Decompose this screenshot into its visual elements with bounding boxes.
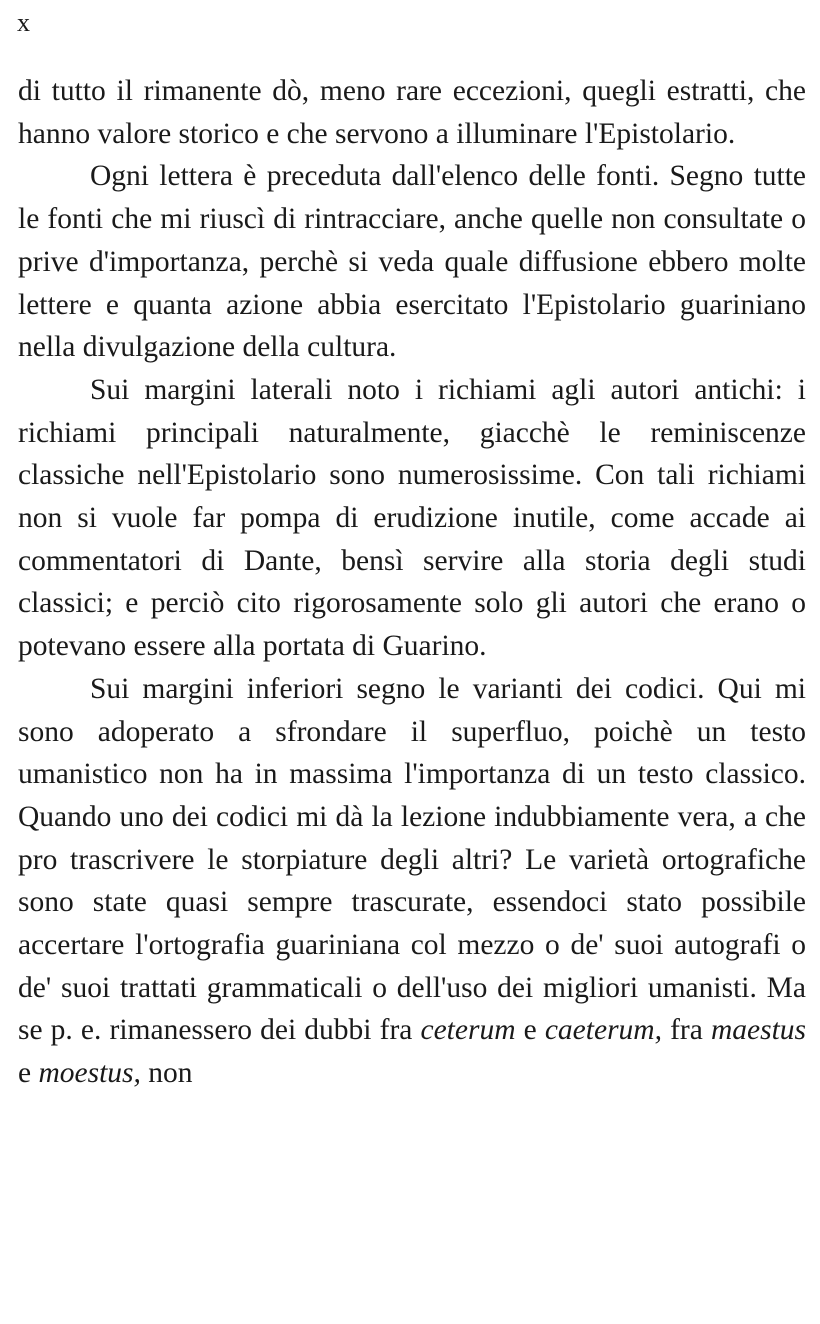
paragraph-2: Ogni lettera è preceduta dall'elenco delle fonti. Segno tutte le fonti che mi riuscì di rintracciare, anche quelle non consultate o prive d'importanza, perchè si veda quale diffusione ebbero molte lettere e quanta azione abbia esercitato l'Epistolario guariniano nella divulgazione della cultura.	[18, 160, 806, 364]
paragraph-4	[18, 668, 806, 1095]
body-text	[18, 70, 806, 1095]
page-number: x	[17, 8, 31, 37]
word-fra: fra	[670, 1014, 703, 1047]
conjunction-e-2: e	[18, 1057, 32, 1090]
word-non: non	[148, 1057, 193, 1090]
conjunction-e: e	[523, 1014, 537, 1047]
paragraph-4-text: Sui margini inferiori segno le varianti dei codici. Qui mi sono adoperato a sfrondare il superfluo, poichè un testo umanistico non ha in massima l'importanza di un testo classico. Quando uno dei codici mi dà la lezione indubbiamente vera, a che pro trascrivere le storpiature degli altri? Le varietà ortografiche sono state quasi sempre trascurate, essendoci stato possibile accertare l'ortografia guariniana col mezzo o de' suoi autografi o de' suoi trattati grammaticali o dell'uso dei migliori umanisti. Ma se p. e. rimanessero dei dubbi fra	[18, 672, 806, 1047]
italic-word-caeterum: caeterum,	[544, 1014, 662, 1047]
paragraph-1: di tutto il rimanente dò, meno rare eccezioni, quegli estratti, che hanno valore storico e che servono a illuminare l'Epistolario.	[18, 75, 806, 150]
paragraph-3: Sui margini laterali noto i richiami agli autori antichi: i richiami principali naturalmente, giacchè le reminiscenze classiche nell'Epistolario sono numerosissime. Con tali richiami non si vuole far pompa di erudizione inutile, come accade ai commentatori di Dante, bensì servire alla storia degli studi classici; e perciò cito rigorosamente solo gli autori che erano o potevano essere alla portata di Guarino.	[18, 373, 806, 663]
italic-word-moestus: moestus,	[38, 1057, 141, 1090]
italic-word-maestus: maestus	[710, 1014, 807, 1047]
italic-word-ceterum: ceterum	[420, 1014, 516, 1047]
